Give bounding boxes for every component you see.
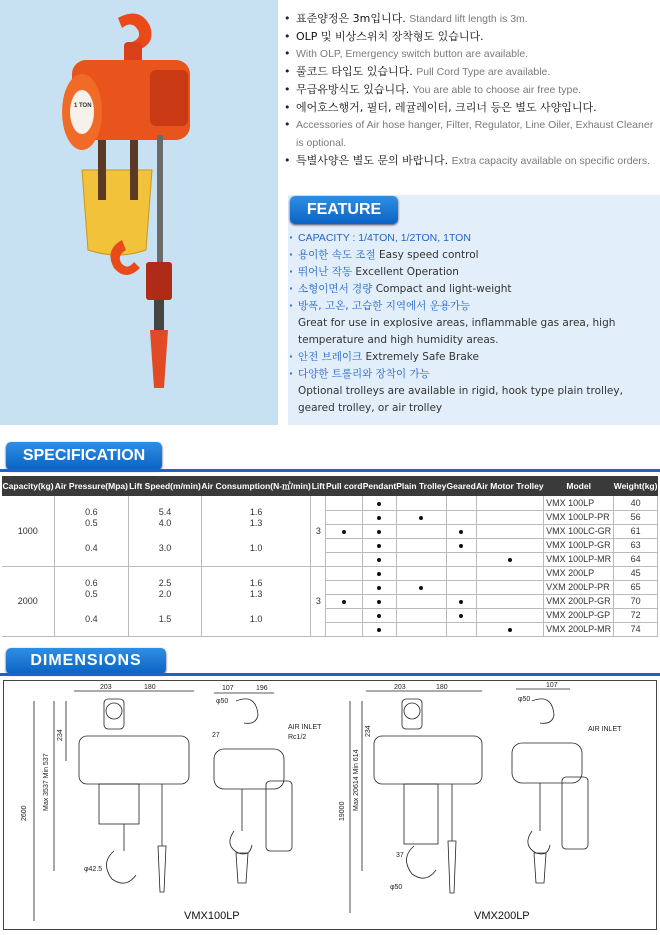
check-dot (377, 572, 381, 576)
feature-item: · 용이한 속도 조절 Easy speed control (288, 247, 658, 264)
check-dot (342, 600, 346, 604)
column-header: Capacity(kg) (2, 476, 54, 496)
dim-label: 180 (144, 684, 156, 691)
column-header: Pull cord (326, 476, 363, 496)
dim-label: φ50 (390, 884, 403, 891)
feature-list (288, 230, 658, 417)
pendant-cell (363, 524, 397, 538)
plain-trolley-cell (396, 594, 446, 608)
weight-cell: 70 (614, 594, 658, 608)
geared-cell (446, 524, 476, 538)
check-dot (377, 628, 381, 632)
check-dot (377, 502, 381, 506)
note-item: • OLP 및 비상스위치 장착형도 있습니다. (284, 28, 660, 45)
pendant-cell (363, 496, 397, 510)
pendant-cell (363, 594, 397, 608)
table-header-row (2, 476, 658, 496)
pendant-cell (363, 538, 397, 552)
note-item-continued: • Accessories of Air hose hanger, Filter, Regulator, Line Oiler, Exhaust Cleaner is optional. (284, 116, 660, 152)
geared-cell (446, 594, 476, 608)
dim-label: 180 (436, 684, 448, 691)
capacity-cell: 1000 (2, 496, 54, 566)
check-dot (508, 628, 512, 632)
plain-trolley-cell (396, 524, 446, 538)
feature-item: · 뛰어난 작동 Excellent Operation (288, 264, 658, 281)
model-cell: VMX 100LP-PR (544, 510, 614, 524)
photo-label: 1 TON (74, 103, 92, 109)
table-row (2, 496, 658, 510)
feature-item: · 다양한 트롤리와 장착이 가능 (288, 366, 658, 383)
check-dot (459, 600, 463, 604)
geared-cell (446, 608, 476, 622)
check-dot (377, 586, 381, 590)
geared-cell (446, 510, 476, 524)
air-motor-trolley-cell (476, 552, 544, 566)
note-item: • 풀코드 타입도 있습니다. Pull Cord Type are available. (284, 63, 660, 81)
model-cell: VXM 200LP-PR (544, 580, 614, 594)
geared-cell (446, 622, 476, 636)
pendant-cell (363, 552, 397, 566)
feature-capacity: · CAPACITY : 1/4TON, 1/2TON, 1TON (288, 230, 658, 247)
weight-cell: 74 (614, 622, 658, 636)
weight-cell: 45 (614, 566, 658, 580)
pendant-cell (363, 580, 397, 594)
specification-title: SPECIFICATION (6, 442, 162, 470)
capacity-cell: 2000 (2, 566, 54, 636)
table-body (2, 496, 658, 636)
geared-cell (446, 552, 476, 566)
dim-label: 107 (546, 682, 558, 689)
feature-item: · 방폭, 고온, 고습한 지역에서 운용가능 (288, 298, 658, 315)
column-header: Lift Speed(m/min) (129, 476, 202, 496)
note-item: • 무급유방식도 있습니다. You are able to choose air free type. (284, 81, 660, 99)
pull-cord-cell (326, 566, 363, 580)
table-row (2, 566, 658, 580)
check-dot (377, 544, 381, 548)
speed-cell: 2.5 2.0 1.5 (129, 566, 202, 636)
column-header: Plain Trolley (396, 476, 446, 496)
hoist-illustration (0, 0, 278, 425)
plain-trolley-cell (396, 496, 446, 510)
lift-cell: 3 (311, 496, 326, 566)
feature-item: · 안전 브레이크 Extremely Safe Brake (288, 349, 658, 366)
pull-cord-cell (326, 552, 363, 566)
consumption-cell: 1.6 1.3 1.0 (201, 566, 311, 636)
lift-cell: 3 (311, 566, 326, 636)
model-cell: VMX 200LP (544, 566, 614, 580)
plain-trolley-cell (396, 608, 446, 622)
dim-label: 203 (100, 684, 112, 691)
check-dot (419, 586, 423, 590)
note-item: • 에어호스행거, 필터, 레귤레이터, 크리너 등은 별도 사양입니다. (284, 99, 660, 116)
model-cell: VMX 200LP-GP (544, 608, 614, 622)
drawing-vmx100lp-side (212, 685, 322, 883)
dim-label: 107 (222, 685, 234, 692)
dim-label: 27 (212, 732, 220, 739)
check-dot (377, 516, 381, 520)
dim-label: 234 (57, 729, 64, 741)
air-motor-trolley-cell (476, 538, 544, 552)
weight-cell: 72 (614, 608, 658, 622)
dim-label: AIR INLET (588, 726, 622, 733)
plain-trolley-cell (396, 566, 446, 580)
model-cell: VMX 200LP-GR (544, 594, 614, 608)
pressure-cell: 0.6 0.5 0.4 (54, 496, 129, 566)
check-dot (459, 544, 463, 548)
dim-label: 196 (256, 685, 268, 692)
pull-cord-cell (326, 524, 363, 538)
weight-cell: 65 (614, 580, 658, 594)
dim-label: Rc1/2 (288, 734, 307, 741)
column-header: Air Consumption(N-㎥/min) (201, 476, 311, 496)
air-motor-trolley-cell (476, 594, 544, 608)
column-header: Model (544, 476, 614, 496)
check-dot (342, 530, 346, 534)
pull-cord-cell (326, 496, 363, 510)
speed-cell: 5.4 4.0 3.0 (129, 496, 202, 566)
feature-item: · 소형이면서 경량 Compact and light-weight (288, 281, 658, 298)
check-dot (377, 600, 381, 604)
pull-cord-cell (326, 538, 363, 552)
air-motor-trolley-cell (476, 580, 544, 594)
dim-label: φ42.5 (84, 866, 103, 873)
pressure-cell: 0.6 0.5 0.4 (54, 566, 129, 636)
weight-cell: 63 (614, 538, 658, 552)
weight-cell: 61 (614, 524, 658, 538)
dim-label: φ50 (518, 696, 531, 703)
pendant-cell (363, 510, 397, 524)
dim-label: 19000 (339, 801, 346, 821)
dim-label: φ50 (216, 698, 229, 705)
pull-cord-cell (326, 580, 363, 594)
plain-trolley-cell (396, 552, 446, 566)
air-motor-trolley-cell (476, 510, 544, 524)
specification-table (2, 476, 658, 637)
check-dot (459, 530, 463, 534)
note-item: • 특별사양은 별도 문의 바랍니다. Extra capacity available on specific orders. (284, 152, 660, 170)
spec-notes-list (284, 10, 660, 170)
check-dot (419, 516, 423, 520)
feature-item-detail: Optional trolleys are available in rigid, hook type plain trolley, geared trolley, or air trolley (298, 385, 623, 414)
dim-label: Max 20614 Min 614 (353, 749, 360, 811)
geared-cell (446, 538, 476, 552)
model-cell: VMX 100LC-GR (544, 524, 614, 538)
column-header: Lift (311, 476, 326, 496)
geared-cell (446, 496, 476, 510)
air-motor-trolley-cell (476, 566, 544, 580)
note-item: • 표준양정은 3m입니다. Standard lift length is 3m. (284, 10, 660, 28)
model-cell: VMX 100LP (544, 496, 614, 510)
pendant-cell (363, 622, 397, 636)
pull-cord-cell (326, 608, 363, 622)
air-motor-trolley-cell (476, 496, 544, 510)
geared-cell (446, 566, 476, 580)
consumption-cell: 1.6 1.3 1.0 (201, 496, 311, 566)
plain-trolley-cell (396, 622, 446, 636)
model-cell: VMX 100LP-MR (544, 552, 614, 566)
dimensions-title: DIMENSIONS (6, 648, 166, 674)
pull-cord-cell (326, 622, 363, 636)
dim-label: 37 (396, 852, 404, 859)
air-motor-trolley-cell (476, 524, 544, 538)
check-dot (377, 530, 381, 534)
pendant-cell (363, 566, 397, 580)
divider (0, 469, 660, 472)
check-dot (459, 614, 463, 618)
feature-item-detail: Great for use in explosive areas, inflammable gas area, high temperature and high humidity areas. (298, 317, 616, 346)
dim-label: Max 3537 Min 537 (43, 753, 50, 811)
drawing-vmx200lp-front (339, 684, 482, 913)
column-header: Air Motor Trolley (476, 476, 544, 496)
product-photo (0, 0, 278, 425)
drawing-vmx200lp-side (512, 682, 622, 883)
plain-trolley-cell (396, 538, 446, 552)
model-cell: VMX 100LP-GR (544, 538, 614, 552)
weight-cell: 40 (614, 496, 658, 510)
column-header: Geared (446, 476, 476, 496)
drawing-caption: VMX100LP (184, 910, 240, 922)
column-header: Weight(kg) (614, 476, 658, 496)
plain-trolley-cell (396, 510, 446, 524)
feature-title: FEATURE (290, 196, 398, 224)
weight-cell: 56 (614, 510, 658, 524)
weight-cell: 64 (614, 552, 658, 566)
dim-label: 234 (365, 725, 372, 737)
technical-drawing (4, 681, 656, 929)
plain-trolley-cell (396, 580, 446, 594)
check-dot (377, 558, 381, 562)
dim-label: 2600 (21, 805, 28, 821)
drawing-vmx100lp-front (21, 684, 194, 921)
divider (0, 673, 660, 676)
air-motor-trolley-cell (476, 622, 544, 636)
check-dot (377, 614, 381, 618)
drawing-caption: VMX200LP (474, 910, 530, 922)
check-dot (508, 558, 512, 562)
geared-cell (446, 580, 476, 594)
model-cell: VMX 200LP-MR (544, 622, 614, 636)
pull-cord-cell (326, 510, 363, 524)
dim-label: 203 (394, 684, 406, 691)
dimension-drawings (3, 680, 657, 930)
note-item-continued: • With OLP, Emergency switch button are available. (284, 45, 660, 63)
pendant-cell (363, 608, 397, 622)
column-header: Pendant (363, 476, 397, 496)
dim-label: AIR INLET (288, 724, 322, 731)
column-header: Air Pressure(Mpa) (54, 476, 129, 496)
pull-cord-cell (326, 594, 363, 608)
air-motor-trolley-cell (476, 608, 544, 622)
